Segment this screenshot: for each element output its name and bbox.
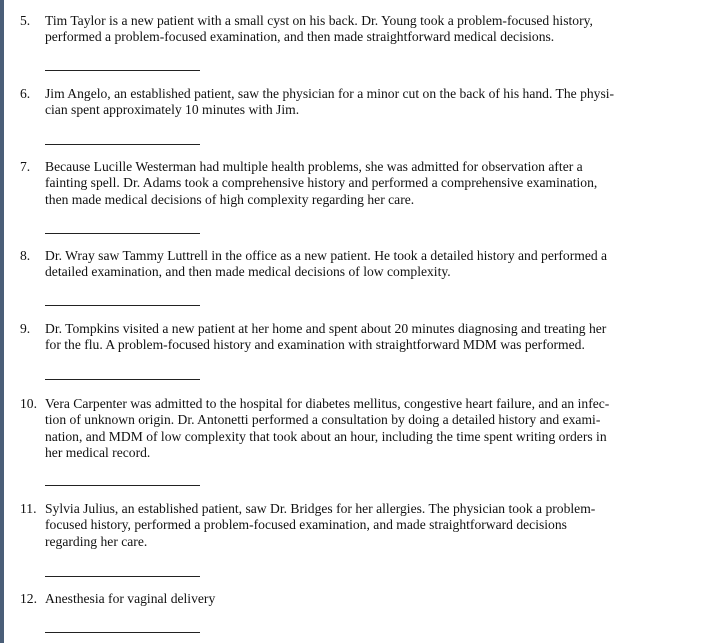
answer-blank-12[interactable]: [45, 632, 200, 633]
question-number: 7.: [20, 159, 31, 174]
answer-blank-9[interactable]: [45, 379, 200, 380]
answer-blank-10[interactable]: [45, 485, 200, 486]
answer-blank-11[interactable]: [45, 576, 200, 577]
answer-blank-7[interactable]: [45, 233, 200, 234]
question-text-line: her medical record.: [45, 444, 151, 460]
question-number: 11.: [20, 501, 37, 516]
question-text-line: Jim Angelo, an established patient, saw the physician for a minor cut on the back of his hand. The physi-: [45, 86, 615, 101]
question-text: [45, 86, 677, 119]
question-text: [45, 321, 677, 354]
question-text-line: regarding her care.: [45, 533, 148, 549]
question-text-line: cian spent approximately 10 minutes with Jim.: [45, 102, 300, 118]
question-number: 8.: [20, 248, 31, 263]
question-text-line: Anesthesia for vaginal delivery: [45, 591, 216, 606]
question-text-line: tion of unknown origin. Dr. Antonetti performed a consultation by doing a detailed history and exami-: [45, 412, 601, 428]
question-text-line: Tim Taylor is a new patient with a small cyst on his back. Dr. Young took a problem-focused history,: [45, 13, 593, 28]
question-text-line: Sylvia Julius, an established patient, saw Dr. Bridges for her allergies. The physician took a problem-: [45, 501, 596, 516]
question-number: 6.: [20, 86, 31, 101]
question-text-line: Dr. Tompkins visited a new patient at her home and spent about 20 minutes diagnosing and treating her: [45, 321, 607, 336]
question-text-line: Dr. Wray saw Tammy Luttrell in the office as a new patient. He took a detailed history and performed a: [45, 248, 608, 263]
question-text-line: fainting spell. Dr. Adams took a comprehensive history and performed a comprehensive examination,: [45, 175, 598, 191]
question-text-line: performed a problem-focused examination, and then made straightforward medical decisions.: [45, 29, 555, 45]
question-text: [45, 501, 677, 550]
answer-blank-5[interactable]: [45, 70, 200, 71]
question-number: 10.: [20, 396, 37, 411]
question-text-line: for the flu. A problem-focused history and examination with straightforward MDM was performed.: [45, 337, 585, 353]
question-text: [45, 159, 677, 208]
question-text: [45, 248, 677, 281]
answer-blank-6[interactable]: [45, 144, 200, 145]
question-number: 9.: [20, 321, 31, 336]
question-text-line: Because Lucille Westerman had multiple health problems, she was admitted for observation after a: [45, 159, 583, 174]
question-text-line: Vera Carpenter was admitted to the hospital for diabetes mellitus, congestive heart failure, and an infec-: [45, 396, 610, 411]
question-text-line: then made medical decisions of high complexity regarding her care.: [45, 191, 415, 207]
answer-blank-8[interactable]: [45, 305, 200, 306]
question-text: [45, 13, 677, 46]
question-text-line: detailed examination, and then made medical decisions of low complexity.: [45, 264, 451, 280]
question-text: [45, 591, 677, 607]
question-text: [45, 396, 677, 461]
question-number: 5.: [20, 13, 31, 28]
question-text-line: nation, and MDM of low complexity that took about an hour, including the time spent writing orders in: [45, 428, 607, 444]
question-number: 12.: [20, 591, 37, 606]
question-text-line: focused history, performed a problem-focused examination, and made straightforward decisions: [45, 517, 567, 533]
